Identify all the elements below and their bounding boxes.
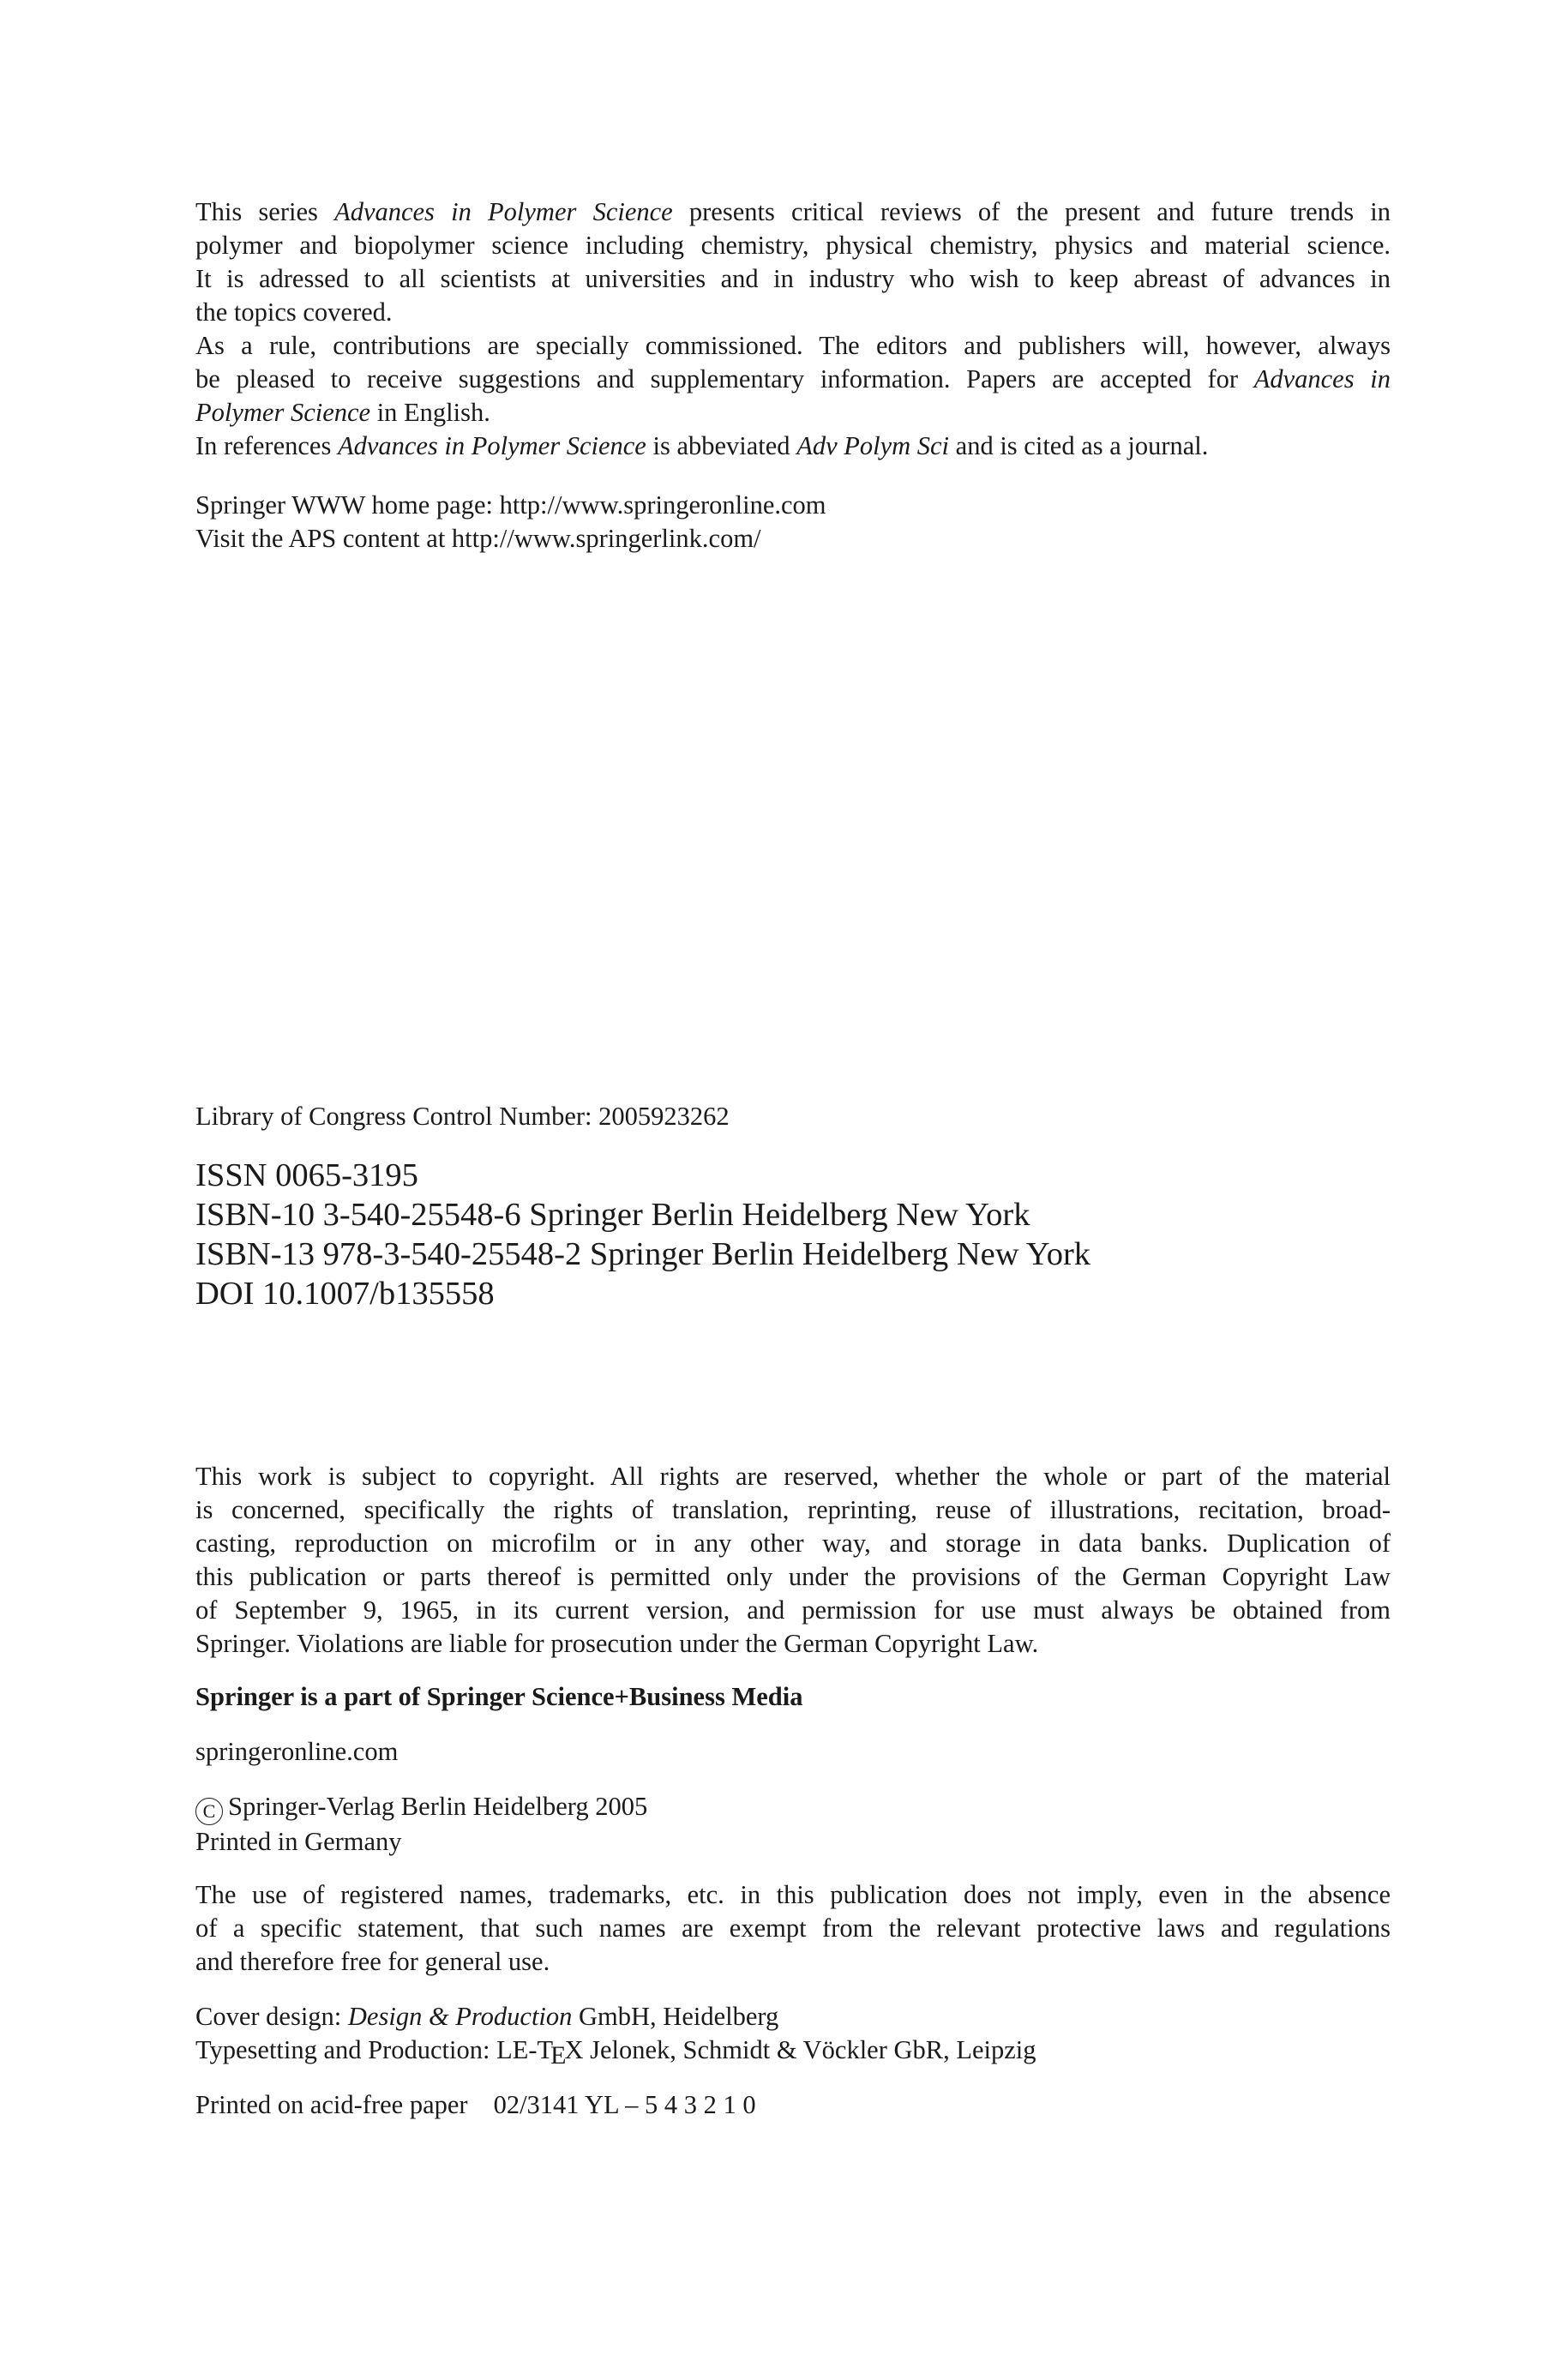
series-line: It is adressed to all scientists at universities and in industry who wish to keep abreast of advances in (195, 264, 1391, 293)
text-run: in English. (370, 398, 490, 427)
series-line (195, 195, 1391, 229)
series-line: As a rule, contributions are specially commissioned. The editors and publishers will, however, always (195, 331, 1391, 360)
copyright-holder-block (195, 1790, 1391, 1859)
series-line (195, 396, 1391, 430)
copyright-line: is concerned, specifically the rights of translation, reprinting, reuse of illustrations, recitation, broad- (195, 1495, 1391, 1524)
copyright-notice (195, 1460, 1391, 1661)
series-line (195, 363, 1391, 396)
copyright-line: This work is subject to copyright. All rights are reserved, whether the whole or part of the material (195, 1462, 1391, 1491)
web-links (195, 489, 1391, 556)
typesetting (195, 2034, 1391, 2070)
series-paragraph-1 (195, 195, 1391, 329)
series-title: Advances in Polymer Science (334, 197, 673, 226)
springer-site: springeronline.com (195, 1737, 399, 1766)
trademark-line: of a specific statement, that such names are exempt from the relevant protective laws and regulations (195, 1913, 1391, 1943)
series-description (195, 195, 1391, 463)
text-run: GmbH, Heidelberg (572, 2002, 779, 2031)
lccn: Library of Congress Control Number: 2005923262 (195, 1102, 730, 1131)
copyright-holder-line (195, 1790, 1391, 1825)
printing-info (195, 2088, 1391, 2122)
acid-free-paper: Printed on acid-free paper (195, 2090, 468, 2119)
text-run: and is cited as a journal. (949, 431, 1209, 460)
trademark-line: The use of registered names, trademarks, etc. in this publication does not imply, even in the absence (195, 1880, 1391, 1909)
trademark-line: and therefore free for general use. (195, 1947, 550, 1976)
text-run: Cover design: (195, 2002, 348, 2031)
series-paragraph-2 (195, 329, 1391, 430)
identifiers (195, 1100, 1391, 1133)
text-run: be pleased to receive suggestions and supplementary information. Papers are accepted for (195, 364, 1254, 393)
copyright-symbol-icon: C (195, 1798, 223, 1825)
series-title: Advances in Polymer Science (337, 431, 646, 460)
doi: DOI 10.1007/b135558 (195, 1276, 495, 1312)
text-run: presents critical reviews of the present and future trends in (672, 197, 1391, 226)
series-line (195, 430, 1391, 463)
text-run: is abbeviated (646, 431, 797, 460)
printing-code: 02/3141 YL – 5 4 3 2 1 0 (493, 2090, 756, 2119)
text-run: X Jelonek, Schmidt & Vöckler GbR, Leipzig (564, 2035, 1036, 2064)
issn: ISSN 0065-3195 (195, 1157, 418, 1193)
printed-in: Printed in Germany (195, 1827, 402, 1856)
cover-company: Design & Production (347, 2002, 573, 2031)
springer-part-of-text: Springer is a part of Springer Science+Business Media (195, 1682, 803, 1711)
text-run: Typesetting and Production: LE-T (195, 2035, 554, 2064)
copyright-holder: Springer-Verlag Berlin Heidelberg 2005 (228, 1792, 648, 1821)
cover-design (195, 2000, 1391, 2034)
copyright-holder-paragraph (195, 1790, 1391, 1859)
copyright-line: casting, reproduction on microfilm or in any other way, and storage in data banks. Duplication of (195, 1529, 1391, 1558)
springer-site-block (195, 1735, 1391, 1769)
tex-e-glyph: E (550, 2041, 567, 2070)
text-run: In references (195, 431, 338, 460)
text-run: This series (195, 197, 335, 226)
springer-home-page: Springer WWW home page: http://www.springeronline.com (195, 490, 826, 520)
trademark-notice (195, 1878, 1391, 1979)
series-title: Advances in (1253, 364, 1391, 393)
credits-paragraph (195, 2000, 1391, 2070)
series-abbreviation: Adv Polym Sci (796, 431, 950, 460)
series-title: Polymer Science (195, 398, 371, 427)
isbn-13: ISBN-13 978-3-540-25548-2 Springer Berlin Heidelberg New York (195, 1236, 1091, 1272)
copyright-line: of September 9, 1965, in its current version, and permission for use must always be obtained from (195, 1595, 1391, 1625)
printing-paragraph (195, 2088, 1391, 2122)
series-line: the topics covered. (195, 297, 393, 327)
trademark-paragraph (195, 1878, 1391, 1979)
production-credits (195, 2000, 1391, 2070)
isbn-block (195, 1156, 1391, 1313)
web-paragraph (195, 489, 1391, 556)
copyright-line: this publication or parts thereof is permitted only under the provisions of the German Copyright Law (195, 1562, 1391, 1591)
series-line: polymer and biopolymer science including chemistry, physical chemistry, physics and material science. (195, 231, 1391, 260)
springer-part-of (195, 1680, 1391, 1714)
copyright-paragraph (195, 1460, 1391, 1661)
series-paragraph-3 (195, 430, 1391, 463)
isbn-10: ISBN-10 3-540-25548-6 Springer Berlin Heidelberg New York (195, 1197, 1030, 1233)
copyright-line: Springer. Violations are liable for prosecution under the German Copyright Law. (195, 1629, 1039, 1658)
aps-content-link: Visit the APS content at http://www.springerlink.com/ (195, 524, 761, 553)
